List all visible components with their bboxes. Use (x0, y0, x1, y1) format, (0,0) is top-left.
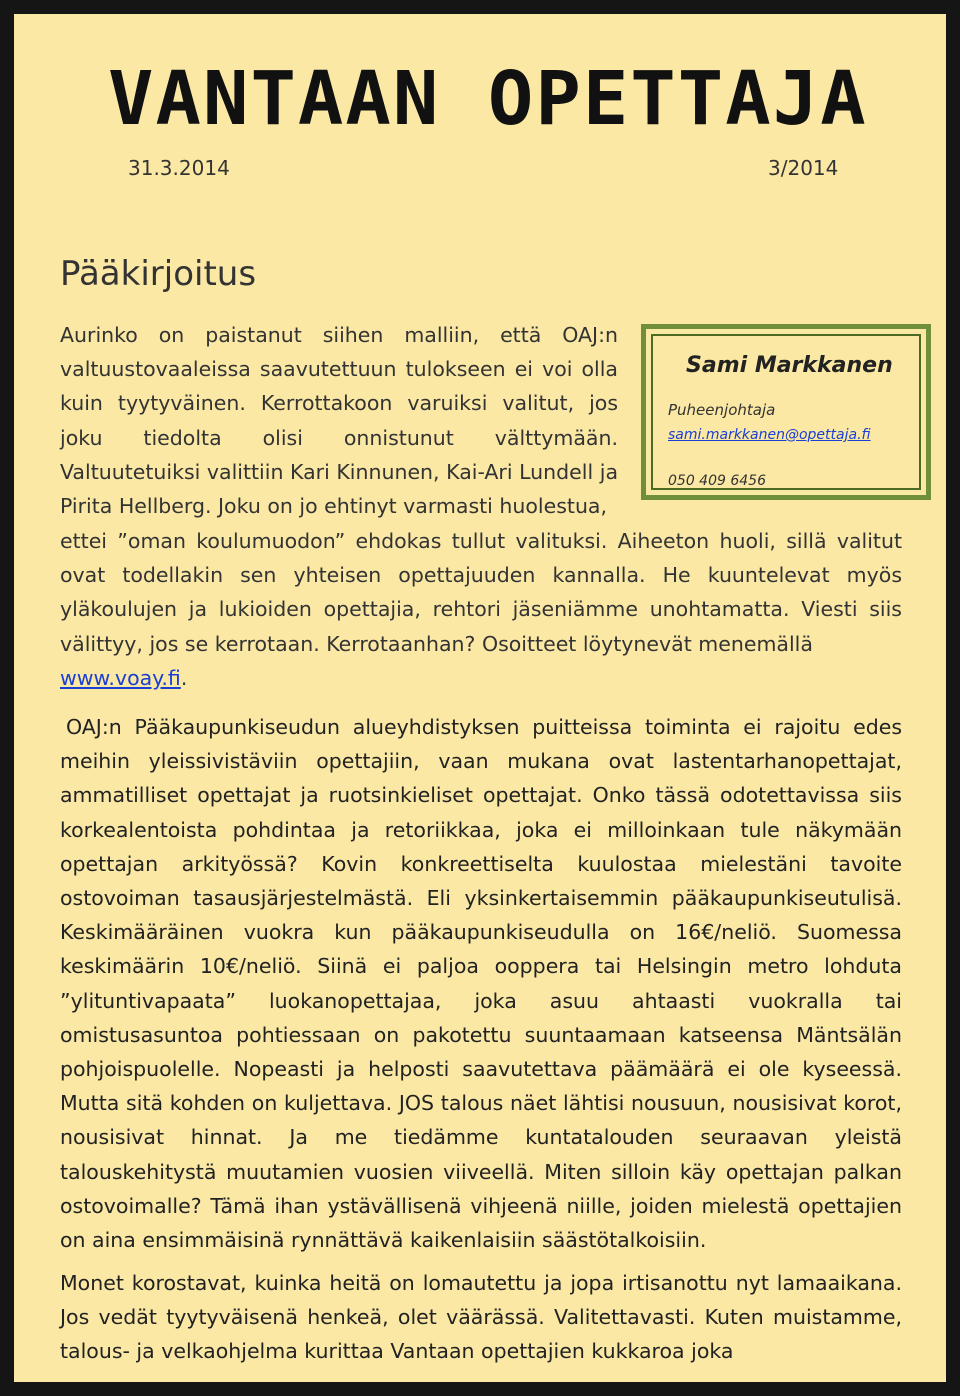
issue-number: 3/2014 (768, 156, 839, 180)
paragraph-3: Monet korostavat, kuinka heitä on lomautettu ja jopa irtisanottu nyt lamaaikana. Jos vedät tyytyväisenä henkeä, olet väärässä. Valitettavasti. Kuten muistamme, talous- ja velkaohjelma kurittaa Vantaan opettajien kukkaroa joka (60, 1271, 902, 1364)
intro-wide-body: ettei ”oman koulumuodon” ehdokas tullut valituksi. Aiheeton huoli, sillä valitut ovat todellakin sen yhteisen opettajuuden kannalla. He kuuntelevat myös yläkoulujen ja lukioiden opettajia, rehtori jäseniämme unohtamatta. Viesti siis välittyy, jos se kerrotaan. Kerrotaanhan? Osoitteet löytynevät menemällä (60, 529, 902, 656)
author-role: Puheenjohtaja (668, 401, 776, 419)
paragraph-2 (60, 710, 902, 1257)
author-phone: 050 409 6456 (668, 473, 766, 489)
newsletter-title: VANTAAN OPETTAJA (108, 56, 868, 142)
issue-date: 31.3.2014 (128, 156, 230, 180)
author-name: Sami Markkanen (686, 353, 893, 378)
intro-column-text: Aurinko on paistanut siihen malliin, että OAJ:n valtuustovaaleissa saavutettuun tulokseen ei voi olla kuin tyytyväinen. Kerrottakoon varuiksi valitut, jos joku tiedolta olisi onnistunut välttymään. Valtuutetuiksi valittiin Kari Kinnunen, Kai-Ari Lundell ja Pirita Hellberg. Joku on jo ehtinyt varmasti huolestua, (60, 323, 618, 519)
author-card (641, 324, 931, 500)
paragraph-2-text: OAJ:n Pääkaupunkiseudun alueyhdistyksen puitteissa toiminta ei rajoitu edes meihin yleissivistäviin opettajiin, vaan mukana ovat lastentarhanopettajat, ammatilliset opettajat ja ruotsinkieliset opettajat. Onko tässä odotettavissa siis korkealentoista pohdintaa ja retoriikkaa, joka ei milloinkaan tule näkymään opettajan arkityössä? Kovin konkreettiselta kuulostaa mielestäni tavoite ostovoiman tasausjärjestelmästä. Eli yksinkertaisemmin pääkaupunkiseutulisä. Keskimääräinen vuokra kun pääkaupunkiseudulla on 16€/neliö. Suomessa keskimäärin 10€/neliö. Siinä ei paljoa ooppera tai Helsingin metro lohduta ”ylituntivapaata” luokanopettajaa, joka asuu ahtaasti vuokralla tai omistusasuntoa pohtiessaan on pakotettu suuntaamaan katseensa Mäntsälän pohjoispuolelle. Nopeasti ja helposti saavutettava päämäärä ei ole kyseessä. Mutta sitä kohden on kuljettava. JOS talous näet lähtisi nousuun, nousisivat korot, nousisivat hinnat. Ja me tiedämme kuntatalouden seuraavan yleistä talouskehitystä muutamien vuosien viiveellä. Miten silloin käy opettajan palkan ostovoimalle? Tämä ihan ystävällisenä vihjeenä niille, joiden mielestä opettajien on aina ensimmäisinä rynnättävä kaikenlaisiin säästötalkoisiin. (60, 715, 902, 1253)
article-headline: Pääkirjoitus (60, 254, 257, 294)
link-suffix: . (180, 665, 188, 690)
author-email-link[interactable]: sami.markkanen@opettaja.fi (668, 427, 871, 443)
voay-link[interactable]: www.voay.fi (60, 665, 181, 690)
intro-wide-text (60, 524, 902, 695)
